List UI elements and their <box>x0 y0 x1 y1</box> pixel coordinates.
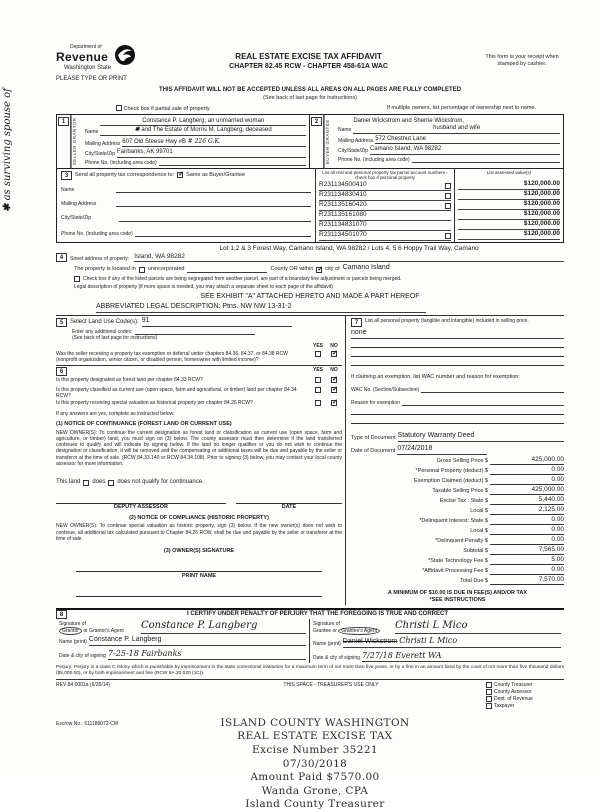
form-title: REAL ESTATE EXCISE TAX AFFIDAVIT <box>235 52 382 61</box>
financial-row <box>351 565 564 575</box>
financial-value: 7,565.00 <box>490 546 564 555</box>
document-type-label: Type of Document <box>351 435 396 441</box>
exemption-deferral-question: Was the seller receiving a property tax exemption or deferral under chapters 84.36, 84.37, or 84.38 RCW (nonprofit organization, senior citizen, or disabled person, homeowner with limited income)? <box>56 350 288 363</box>
agency-revenue: Revenue <box>56 50 109 65</box>
financial-row <box>351 515 564 525</box>
agency-state: Washington State <box>64 65 112 72</box>
land-use-section <box>56 317 342 363</box>
tax-correspondence-section <box>56 169 564 243</box>
financial-value: 2,125.00 <box>490 506 564 515</box>
distribution-checkboxes <box>486 682 564 711</box>
exemption-reason-label: Reason for exemption <box>351 399 400 406</box>
grantor-circled-word: Grantor <box>59 627 82 635</box>
grantor-signature: Constance P. Langberg <box>141 620 306 634</box>
agency-dept-of: Department of <box>70 44 102 50</box>
asterisk-mark: ✱ <box>2 203 13 212</box>
does-not-label: does not qualify for continuance. <box>117 479 204 486</box>
seller-mailing-value: 607 Old Steese Hwy #B # 226 G.K. <box>122 138 306 148</box>
warning-sub: (See back of last page for instructions) <box>263 94 357 101</box>
notice-continuance-title: (1) NOTICE OF CONTINUANCE (FOREST LAND OR CURRENT USE) <box>56 420 232 427</box>
land-use-value: 91 <box>142 317 292 327</box>
financial-label: *Delinquent Penalty $ <box>435 537 488 544</box>
section-4-number: 4 <box>56 253 67 262</box>
exemption-blank-1 <box>351 406 564 415</box>
question-no-checkbox <box>331 400 337 406</box>
distribution-label: Taxpayer <box>494 703 515 710</box>
does-not-checkbox <box>108 480 114 486</box>
seller-phone-label: Phone No. (including area code) <box>85 159 157 166</box>
classification-question-row <box>56 387 342 400</box>
corr-mailing-value <box>116 206 311 207</box>
notice-continuance-text: NEW OWNER(S): To continue the current designation as forest land or classification as current use (open space, farm and agriculture, or timber) land, you must sign on (3) below. The county assessor must then determine if the land transferred continues to qualify and will indicate by signing below. If the land no longer qualifies or you do not wish to continue the designation or classification, it will be removed and the compensating or additional taxes will be due and payable by the seller or transferor at the time of sale. (RCW 84.33.140 or RCW 84.34.108). Prior to signing (3) below, you may contact your local county assessor for more information. <box>56 429 342 467</box>
buyer-mailing-value: 572 Chestnut Lane <box>375 136 560 145</box>
additional-codes-note: (See back of last page for instructions) <box>72 335 158 341</box>
partial-sale-checkbox <box>116 105 122 111</box>
question-yes-checkbox <box>315 400 321 406</box>
distribution-checkbox <box>486 696 492 702</box>
classification-question: Is this property classified as current use (open space, farm and agricultural, or timber) land per chapter 84.34 RCW? <box>56 386 297 399</box>
stamp-line: Island County Treasurer <box>245 798 385 811</box>
parcel-row <box>319 211 451 221</box>
assessed-value: $120,000.00 <box>458 180 560 190</box>
assessed-value: $120,000.00 <box>458 200 560 210</box>
margin-handwritten-note <box>2 88 24 400</box>
grantee-print-typed: Daniel Wickstrom <box>342 637 398 645</box>
wac-number-label: WAC No. (Section/Subsection) <box>351 386 420 393</box>
question-no-checkbox <box>331 377 337 383</box>
property-address-section <box>56 245 564 313</box>
distribution-row <box>486 682 564 688</box>
personal-property-checkbox <box>445 203 451 209</box>
owners-signature-line <box>76 563 322 572</box>
personal-property-blank-3 <box>351 357 564 366</box>
yes-header-2: YES <box>312 367 323 373</box>
financial-value: 7,570.00 <box>490 576 564 585</box>
document-date-value: 07/24/2018 <box>397 445 487 455</box>
personal-property-label: List all personal property (tangible and intangible) included in selling price. <box>365 318 529 324</box>
parcel-row <box>319 181 451 191</box>
personal-property-checkbox <box>445 193 451 199</box>
financial-label: Excise Tax : State $ <box>439 497 488 504</box>
seller-name-value: Constance P. Langberg, an unmarried woman ✱ and The Estate of Morris M. Langberg, deceased <box>100 118 306 136</box>
owners-signature-label: (3) OWNER(S) SIGNATURE <box>163 548 235 555</box>
grantor-signature-block <box>56 619 310 662</box>
corr-name-label: Name <box>61 186 75 193</box>
grantee-signature: Christi L Mico <box>395 620 561 634</box>
financial-table <box>351 455 564 585</box>
land-use-label: Select Land Use Code(s): <box>70 319 139 326</box>
exemption-no-checkbox <box>331 351 337 357</box>
distribution-label: County Treasurer <box>494 681 533 688</box>
print-name-label: PRINT NAME <box>181 573 217 579</box>
financial-value: 0.00 <box>490 526 564 535</box>
seller-city-value: Fairbanks, AK 99701 <box>117 149 306 158</box>
deputy-assessor-label: DEPUTY ASSESSOR <box>113 503 168 510</box>
section-6-number: 6 <box>56 367 67 376</box>
financial-label: Subtotal $ <box>463 547 488 554</box>
no-header: NO <box>330 343 338 350</box>
financial-row <box>351 555 564 565</box>
street-address-value: Lot 1,2 & 3 Forest Way, Camano Island, WA 98282 / Lots 4, 5 6 Hoppy Trail Way, Camano Island, WA 98282 <box>134 245 564 262</box>
financial-row <box>351 495 564 505</box>
distribution-label: Dept. of Revenue <box>494 696 533 703</box>
grantee-print-handwritten: Christi L Mico <box>399 635 458 645</box>
section-2-number: 2 <box>311 117 322 126</box>
personal-property-checkbox <box>445 183 451 189</box>
margin-note-text: as surviving spouse of <box>2 88 13 201</box>
financial-value: 425,000.00 <box>490 456 564 465</box>
parties-box <box>56 114 564 169</box>
grantee-print-label: Name (print) <box>313 641 341 648</box>
grantor-print-value: Constance P. Langberg <box>89 636 306 646</box>
does-checkbox <box>83 480 89 486</box>
financial-label: Exemption Claimed (deduct) $ <box>414 477 488 484</box>
notice-compliance-text: NEW OWNER(S): To continue special valuation as historic property, sign (3) below. If the new owner(s) does not wish to continue, all additional tax calculated pursuant to Chapter 84.26 RCW, shall be due and payable by the seller or transferor at the time of sale. <box>56 523 342 542</box>
unincorporated-label: unincorporated <box>147 266 185 273</box>
distribution-row <box>486 703 564 709</box>
located-in-label: The property is located in <box>74 266 136 273</box>
excise-tax-stamp <box>176 717 454 812</box>
assessed-value: $120,000.00 <box>458 190 560 200</box>
unincorporated-checkbox <box>139 267 145 273</box>
form-header <box>56 44 564 83</box>
question-no-checkbox <box>331 387 337 393</box>
document-date-label: Date of Document <box>351 447 396 454</box>
seller-phone-value <box>159 165 306 166</box>
distribution-label: County Assessor <box>494 688 532 695</box>
parcel-number: R231135160420 <box>319 201 367 209</box>
stamp-line: Wanda Grone, CPA <box>261 784 369 797</box>
financial-row <box>351 485 564 495</box>
section-8-number: 8 <box>56 610 67 619</box>
classification-section <box>56 365 342 597</box>
financial-value: 0.00 <box>490 476 564 485</box>
financial-value: 5,440.00 <box>490 496 564 505</box>
exemption-claim-label: If claiming an exemption, list WAC number and reason for exemption: <box>351 373 520 380</box>
seller-name-asterisk: ✱ <box>134 126 140 133</box>
section-5-number: 5 <box>56 318 67 327</box>
buyer-section <box>310 115 563 168</box>
legal-description-line1: SEE EXHIBIT "A" ATTACHED HERETO AND MADE A PART HEREOF <box>200 292 420 300</box>
personal-property-blank-2 <box>351 348 564 357</box>
financial-row <box>351 455 564 465</box>
exemption-yes-checkbox <box>315 351 321 357</box>
same-as-buyer-label: Same as Buyer/Grantee <box>186 171 246 178</box>
financial-value: 0.00 <box>490 466 564 475</box>
agency-block <box>56 44 137 83</box>
buyer-city-value: Camano Island, WA 98282 <box>370 146 560 155</box>
additional-codes-label: Enter any additional codes: <box>72 328 133 335</box>
financial-label: Local $ <box>470 507 488 514</box>
stamp-line: Excise Number 35221 <box>252 743 378 756</box>
send-correspondence-label: Send all property tax correspondence to: <box>75 171 175 178</box>
treasurer-stamp-area <box>56 717 564 812</box>
city-of-label: city of <box>325 266 340 273</box>
section-1-number: 1 <box>58 117 69 126</box>
legal-description-label: Legal description of property (if more space is needed, you may attach a separate sheet to each page of the affidavit) <box>74 284 333 291</box>
deputy-assessor-line <box>56 495 226 504</box>
parcel-column-header: List all real and personal property tax parcel account numbers - check box if personal property <box>322 169 448 181</box>
distribution-checkbox <box>486 682 492 688</box>
parcel-number: R231134831070 <box>319 221 367 229</box>
financial-label: Total Due $ <box>460 577 488 584</box>
financial-value: 0.00 <box>490 536 564 545</box>
financial-label: *Affidavit Processing Fee $ <box>422 567 488 574</box>
seller-mailing-label: Mailing Address <box>85 140 121 147</box>
segregated-checkbox <box>74 276 80 282</box>
parcel-row <box>319 231 451 241</box>
grantee-word: Grantee or <box>313 627 337 634</box>
grantor-date-value: 7-25-18 Fairbanks <box>108 649 306 660</box>
exemption-reason-value <box>402 405 564 406</box>
assessed-value: $120,000.00 <box>458 230 560 240</box>
corr-name-value <box>116 192 311 193</box>
personal-property-blank-1 <box>351 339 564 348</box>
street-address-label: Street address of property: <box>70 256 130 262</box>
financial-label: Taxable Selling Price $ <box>432 487 488 494</box>
financial-row <box>351 545 564 555</box>
financial-value: 0.00 <box>490 516 564 525</box>
parcel-number: R231134500410 <box>319 181 367 189</box>
certification-section <box>56 608 564 662</box>
assessor-date-line <box>236 495 342 504</box>
parcel-number: R231134830410 <box>319 191 367 199</box>
distribution-row <box>486 689 564 695</box>
assessed-value: $120,000.00 <box>458 210 560 220</box>
warning-banner: THIS AFFIDAVIT WILL NOT BE ACCEPTED UNLESS ALL AREAS ON ALL PAGES ARE FULLY COMPLETED <box>158 87 462 94</box>
seller-city-label: City/State/Zip <box>85 151 116 158</box>
city-checkbox <box>316 267 322 273</box>
personal-property-checkbox <box>445 233 451 239</box>
parcel-number: R231134501070 <box>319 231 367 239</box>
agency-name <box>56 44 111 73</box>
county-blank <box>187 272 267 273</box>
perjury-statement: Perjury: Perjury is a class C felony which is punishable by imprisonment in the state correctional institution for a maximum term of not more than five years, or by a fine in an amount fixed by the court of not more than five thousand dollars ($5,000.00), or by both imprisonment and fine (RCW 9A.20.020 (1C)). <box>56 665 564 680</box>
minimum-fee-note: A MINIMUM OF $10.00 IS DUE IN FEE(S) AND/OR TAX *SEE INSTRUCTIONS <box>387 589 528 603</box>
escrow-number: Escrow No.: 611189072-CM <box>56 720 119 727</box>
grantor-agent-label: or Grantor's Agent <box>83 627 124 634</box>
notice-compliance-title: (2) NOTICE OF COMPLIANCE (HISTORIC PROPERTY) <box>129 514 269 521</box>
grantor-signature-of-label: Signature of <box>59 621 86 628</box>
classification-questions <box>56 377 342 409</box>
partial-sale-label: Check box if partial sale of property <box>123 105 210 112</box>
financial-label: Gross Selling Price $ <box>436 457 488 464</box>
same-as-buyer-checkbox <box>177 172 183 178</box>
wac-number-value <box>421 392 564 393</box>
parcel-row <box>319 191 451 201</box>
buyer-city-label: City/State/Zip <box>338 148 369 155</box>
financial-label: *State Technology Fee $ <box>428 557 488 564</box>
please-type-label: PLEASE TYPE OR PRINT <box>56 75 127 82</box>
grantor-date-label: Date & city of signing <box>59 653 106 660</box>
buyer-mailing-label: Mailing Address <box>338 137 374 144</box>
grantee-date-label: Date & city of signing <box>313 655 360 662</box>
parcel-row <box>319 221 451 231</box>
classification-question: Is this property receiving special valuation as historical property per chapter 84.26 RCW? <box>56 400 253 406</box>
yes-header: YES <box>312 343 323 350</box>
document-type-value: Statutory Warranty Deed <box>398 432 564 442</box>
grantor-print-label: Name (print) <box>59 639 87 646</box>
legal-description-line2: ABBREVIATED LEGAL DESCRIPTION: Ptns. NW NW 13-31-2 <box>96 303 426 313</box>
exemption-blank-2 <box>351 415 564 424</box>
seller-section <box>57 115 310 168</box>
buyer-name-value: Daniel Wickstrom and Sherrie Wickstrom, husband and wife <box>353 118 560 134</box>
corr-city-label: City/State/Zip <box>61 215 92 222</box>
seller-mailing-handwritten: # 226 G.K. <box>187 137 221 145</box>
grantee-date-value: 7/27/18 Everett WA <box>362 651 561 662</box>
financial-row <box>351 505 564 515</box>
financial-row <box>351 525 564 535</box>
assessed-value: $120,000.00 <box>458 220 560 230</box>
multiple-owners-note: If multiple owners, list percentage of ownership next to name. <box>386 104 536 111</box>
personal-property-value: none <box>351 329 564 339</box>
financial-row <box>351 535 564 545</box>
grantee-circled-agent: Grantee's Agent <box>338 627 380 635</box>
classification-question: Is this property designated as forest land per chapter 84.33 RCW? <box>56 377 203 383</box>
grantee-signature-of-label: Signature of <box>313 621 340 628</box>
dor-logo-icon <box>113 44 137 66</box>
stamp-line: Amount Paid $7570.00 <box>250 771 380 784</box>
stamp-line: ISLAND COUNTY WASHINGTON <box>220 716 410 729</box>
form-subtitle: CHAPTER 82.45 RCW - CHAPTER 458-61A WAC <box>229 63 388 70</box>
financial-label: Local $ <box>470 527 488 534</box>
buyer-phone-label: Phone No. (including area code) <box>338 156 410 163</box>
county-or-label: County OR within <box>270 266 314 273</box>
buyer-phone-value <box>412 162 560 163</box>
stamp-line: REAL ESTATE EXCISE TAX <box>237 730 393 743</box>
parcel-number: R231135161080 <box>319 211 367 219</box>
financial-label: *Delinquent Interest: State $ <box>419 517 488 524</box>
city-value: Camano Island <box>342 264 390 272</box>
rev-number: REV 84 0001a (6/26/14) <box>56 681 110 688</box>
treasurer-space-label: THIS SPACE - TREASURER'S USE ONLY <box>283 681 379 688</box>
distribution-checkbox <box>486 703 492 709</box>
partial-sale-option <box>116 105 210 113</box>
classification-question-row <box>56 377 342 386</box>
financial-row <box>351 575 564 585</box>
buyer-side-label: BUYER GRANTEE <box>324 115 335 168</box>
parcel-row <box>319 201 451 211</box>
corr-city-value <box>119 221 311 222</box>
financial-value: 425,000.00 <box>490 486 564 495</box>
buyer-name-label: Name <box>338 127 352 134</box>
financial-row <box>351 465 564 475</box>
receipt-note: This form is your receipt when stamped by cashier. <box>485 54 559 67</box>
corr-mailing-label: Mailing Address <box>61 201 97 207</box>
assessed-value-header: List assessed value(s) <box>486 169 532 175</box>
certify-statement: I CERTIFY UNDER PENALTY OF PERJURY THAT THE FOREGOING IS TRUE AND CORRECT <box>186 611 449 618</box>
distribution-checkbox <box>486 689 492 695</box>
stamp-line: 07/30/2018 <box>282 757 348 770</box>
distribution-row <box>486 696 564 702</box>
classification-question-row <box>56 400 342 409</box>
seller-name-label: Name <box>85 129 99 136</box>
if-any-yes-note: If any answers are yes, complete as instructed below. <box>56 410 175 417</box>
does-label: does <box>92 479 106 486</box>
financial-row <box>351 475 564 485</box>
assessed-value-list <box>458 180 560 240</box>
personal-property-section <box>351 318 564 327</box>
parcel-number-list <box>319 181 451 241</box>
grantee-signature-block <box>310 619 564 662</box>
question-yes-checkbox <box>315 387 321 393</box>
assessor-date-label: DATE <box>281 503 297 510</box>
corr-phone-label: Phone No. (including area code) <box>61 230 133 237</box>
financial-label: *Personal Property (deduct) $ <box>415 467 488 474</box>
section-3-number: 3 <box>61 171 72 180</box>
print-name-line <box>76 588 322 597</box>
section-7-number: 7 <box>351 318 362 327</box>
financial-value: 5.00 <box>490 556 564 565</box>
corr-phone-value <box>135 236 311 237</box>
financial-value: 0.00 <box>490 566 564 575</box>
this-land-label: This land <box>56 479 81 486</box>
seller-side-label: SELLER GRANTOR <box>71 115 82 168</box>
segregated-label: Check box if any of the listed parcels are being segregated from another parcel, are part of a boundary line adjustment or parcels being merged. <box>83 276 402 282</box>
no-header-2: NO <box>330 367 338 373</box>
question-yes-checkbox <box>315 377 321 383</box>
